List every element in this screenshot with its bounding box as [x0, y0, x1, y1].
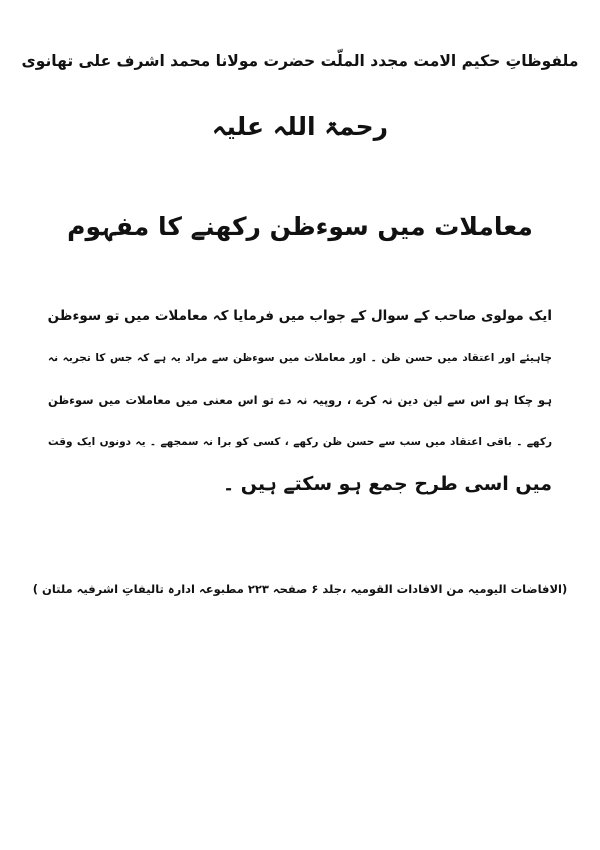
body-line: ہو چکا ہو اس سے لین دین نہ کرے ، روپیہ نہ دے تو اس معنی میں معاملات میں سوءظن — [48, 393, 552, 407]
title-line-1: ملفوظاتِ حکیم الامت مجدد الملّت حضرت مولانا محمد اشرف علی تھانوی — [21, 52, 579, 70]
body-line: ایک مولوی صاحب کے سوال کے جواب میں فرمایا کہ معاملات میں تو سوءظن — [47, 308, 552, 324]
section-heading: معاملات میں سوءظن رکھنے کا مفہوم — [67, 212, 533, 241]
body-line: میں اسی طرح جمع ہو سکتے ہیں ۔ — [223, 473, 552, 495]
source-reference: (الافاضات الیومیہ من الافادات القومیہ ،جلد ۶ صفحہ ۲۲۳ مطبوعہ ادارہ تالیفاتِ اشرفیہ ملتان ) — [32, 582, 568, 596]
body-line: چاہیئے اور اعتقاد میں حسن ظن ۔ اور معاملات میں سوءظن سے مراد یہ ہے کہ جس کا تجربہ نہ — [48, 352, 552, 364]
title-line-2: رحمۃ اللہ علیہ — [211, 112, 389, 141]
body-paragraph — [48, 295, 552, 505]
body-line: رکھے ۔ باقی اعتقاد میں سب سے حسن ظن رکھے ، کسی کو برا نہ سمجھے ۔ یہ دونوں ایک وقت — [48, 436, 552, 448]
